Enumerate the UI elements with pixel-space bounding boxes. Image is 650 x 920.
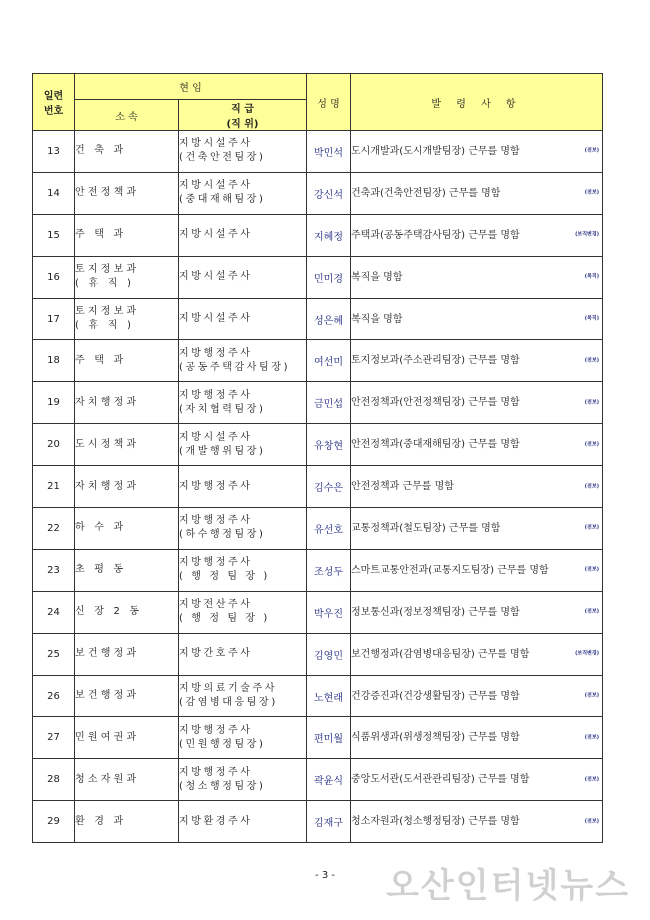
action-cell <box>351 298 603 340</box>
action-type-tag: (보직변경) <box>575 231 599 238</box>
action-type-tag: (복직) <box>584 273 599 280</box>
serial-number: 29 <box>33 801 75 843</box>
action-type-tag: (전보) <box>584 776 599 783</box>
action-text: 건축과(건축안전팀장) 근무를 명함 <box>351 187 501 199</box>
affiliation-cell <box>75 717 179 759</box>
rank-line: 지방행정주사 <box>179 515 253 527</box>
affiliation-cell <box>75 759 179 801</box>
affiliation-line: 토지정보과 <box>75 306 140 317</box>
rank-line: 지방행정주사 <box>179 724 253 736</box>
page-number: - 3 - <box>315 870 335 881</box>
rank-cell <box>179 424 307 466</box>
serial-number: 23 <box>33 549 75 591</box>
affiliation-cell <box>75 256 179 298</box>
action-type-tag: (전보) <box>584 147 599 154</box>
action-cell <box>351 340 603 382</box>
action-text: 중앙도서관(도서관관리팀장) 근무를 명함 <box>351 774 530 786</box>
rank-line: 지방행정주사 <box>179 389 253 401</box>
rank-line: (중대재해팀장) <box>179 194 266 206</box>
person-name: 유선호 <box>307 508 351 550</box>
affiliation-line: 환 경 과 <box>75 815 127 827</box>
rank-line: 지방의료기술주사 <box>179 683 278 695</box>
action-text: 토지정보과(주소관리팀장) 근무를 명함 <box>351 355 520 367</box>
affiliation-line: 보건행정과 <box>75 690 140 702</box>
rank-cell <box>179 591 307 633</box>
affiliation-line: 주 택 과 <box>75 354 127 366</box>
person-name: 곽윤식 <box>307 759 351 801</box>
table-row <box>33 466 603 508</box>
rank-line: 지방행정주사 <box>179 557 253 569</box>
rank-line: (자치협력팀장) <box>179 403 266 415</box>
table-row <box>33 508 603 550</box>
action-text: 주택과(공동주택감사팀장) 근무를 명함 <box>351 229 520 241</box>
affiliation-line: 보건행정과 <box>75 648 140 660</box>
action-type-tag: (전보) <box>584 608 599 615</box>
action-text: 건강증진과(건강생활팀장) 근무를 명함 <box>351 690 520 702</box>
action-cell <box>351 717 603 759</box>
affiliation-cell <box>75 214 179 256</box>
rank-line: ( 행 정 팀 장 ) <box>179 613 270 625</box>
rank-line: 지방시설주사 <box>179 431 253 443</box>
rank-cell <box>179 382 307 424</box>
person-name: 여선미 <box>307 340 351 382</box>
person-name: 조성두 <box>307 549 351 591</box>
serial-number: 19 <box>33 382 75 424</box>
person-name: 김영민 <box>307 633 351 675</box>
rank-line: (하수행정팀장) <box>179 529 266 541</box>
action-type-tag: (전보) <box>584 734 599 741</box>
affiliation-line: 하 수 과 <box>75 522 127 534</box>
rank-line: 지방행정주사 <box>179 480 253 492</box>
action-text: 스마트교통안전과(교통지도팀장) 근무를 명함 <box>351 564 549 576</box>
affiliation-line: 건 축 과 <box>75 145 127 157</box>
rank-line: 지방시설주사 <box>179 271 253 283</box>
affiliation-cell <box>75 675 179 717</box>
action-text: 도시개발과(도시개발팀장) 근무를 명함 <box>351 145 520 157</box>
affiliation-cell <box>75 801 179 843</box>
person-name: 금민섭 <box>307 382 351 424</box>
affiliation-line: 초 평 동 <box>75 564 127 576</box>
table-row <box>33 424 603 466</box>
action-text: 청소자원과(청소행정팀장) 근무를 명함 <box>351 816 520 828</box>
affiliation-cell <box>75 591 179 633</box>
rank-cell <box>179 549 307 591</box>
affiliation-cell <box>75 466 179 508</box>
rank-cell <box>179 508 307 550</box>
person-name: 유창현 <box>307 424 351 466</box>
affiliation-cell <box>75 298 179 340</box>
rank-line: 지방간호주사 <box>179 648 253 660</box>
action-cell <box>351 214 603 256</box>
action-cell <box>351 508 603 550</box>
person-name: 민미경 <box>307 256 351 298</box>
affiliation-line: 자치행정과 <box>75 480 140 492</box>
action-text: 안전정책과(안전정책팀장) 근무를 명함 <box>351 397 520 409</box>
table-row <box>33 633 603 675</box>
serial-number: 13 <box>33 131 75 173</box>
action-cell <box>351 759 603 801</box>
rank-cell <box>179 759 307 801</box>
table-row <box>33 717 603 759</box>
affiliation-line: 민원여권과 <box>75 731 140 743</box>
action-cell <box>351 633 603 675</box>
affiliation-line: 도시정책과 <box>75 438 140 450</box>
action-cell <box>351 675 603 717</box>
affiliation-line: 주 택 과 <box>75 229 127 241</box>
serial-number: 17 <box>33 298 75 340</box>
affiliation-cell <box>75 382 179 424</box>
person-name: 김수은 <box>307 466 351 508</box>
table-row <box>33 131 603 173</box>
affiliation-line: 자치행정과 <box>75 396 140 408</box>
affiliation-cell <box>75 172 179 214</box>
action-cell <box>351 801 603 843</box>
rank-cell <box>179 466 307 508</box>
serial-number: 26 <box>33 675 75 717</box>
person-name: 지혜정 <box>307 214 351 256</box>
header-current-post: 현 임 <box>75 74 307 100</box>
table-row <box>33 214 603 256</box>
table-row <box>33 298 603 340</box>
rank-line: 지방전산주사 <box>179 599 253 611</box>
serial-number: 18 <box>33 340 75 382</box>
action-type-tag: (보직변경) <box>575 650 599 657</box>
header-serial: 일련 번호 <box>33 74 75 131</box>
rank-line: (감염병대응팀장) <box>179 697 278 709</box>
person-name: 박민석 <box>307 131 351 173</box>
serial-number: 21 <box>33 466 75 508</box>
table-row <box>33 172 603 214</box>
action-text: 복직을 명함 <box>351 313 403 325</box>
action-type-tag: (전보) <box>584 818 599 825</box>
serial-number: 16 <box>33 256 75 298</box>
header-action: 발 령 사 항 <box>351 74 603 131</box>
serial-number: 24 <box>33 591 75 633</box>
rank-cell <box>179 298 307 340</box>
action-text: 정보통신과(정보정책팀장) 근무를 명함 <box>351 606 520 618</box>
serial-number: 14 <box>33 172 75 214</box>
table-row <box>33 549 603 591</box>
action-type-tag: (전보) <box>584 524 599 531</box>
action-cell <box>351 466 603 508</box>
action-text: 복직을 명함 <box>351 271 403 283</box>
table-row <box>33 256 603 298</box>
rank-line: ( 행 정 팀 장 ) <box>179 571 270 583</box>
rank-line: 지방시설주사 <box>179 229 253 241</box>
header-rank: 직 급 (직 위) <box>179 100 307 131</box>
table-row <box>33 801 603 843</box>
rank-cell <box>179 633 307 675</box>
person-name: 노현래 <box>307 675 351 717</box>
action-type-tag: (전보) <box>584 441 599 448</box>
affiliation-line: 신 장 2 동 <box>75 606 143 618</box>
rank-line: (건축안전팀장) <box>179 152 266 164</box>
affiliation-cell <box>75 424 179 466</box>
rank-cell <box>179 675 307 717</box>
rank-line: 지방시설주사 <box>179 313 253 324</box>
affiliation-line: 토지정보과 <box>75 264 140 276</box>
action-type-tag: (전보) <box>584 692 599 699</box>
action-cell <box>351 131 603 173</box>
action-type-tag: (복직) <box>584 315 599 322</box>
affiliation-cell <box>75 633 179 675</box>
person-name: 편미월 <box>307 717 351 759</box>
action-cell <box>351 549 603 591</box>
serial-number: 27 <box>33 717 75 759</box>
affiliation-cell <box>75 131 179 173</box>
action-type-tag: (전보) <box>584 399 599 406</box>
action-text: 안전정책과(중대재해팀장) 근무를 명함 <box>351 439 520 451</box>
affiliation-line: ( 휴 직 ) <box>75 278 135 290</box>
rank-cell <box>179 256 307 298</box>
rank-line: 지방시설주사 <box>179 180 253 192</box>
personnel-table <box>32 73 603 843</box>
table-row <box>33 382 603 424</box>
action-cell <box>351 591 603 633</box>
action-text: 식품위생과(위생정책팀장) 근무를 명함 <box>351 732 520 744</box>
table-row <box>33 340 603 382</box>
rank-line: 지방행정주사 <box>179 347 253 359</box>
header-affiliation: 소 속 <box>75 100 179 131</box>
affiliation-line: 안전정책과 <box>75 187 140 199</box>
rank-line: (청소행정팀장) <box>179 780 266 792</box>
header-name: 성 명 <box>307 74 351 131</box>
table-row <box>33 759 603 801</box>
affiliation-line: 청소자원과 <box>75 773 140 785</box>
action-text: 안전정책과 근무를 명함 <box>351 481 454 493</box>
table-row <box>33 591 603 633</box>
serial-number: 15 <box>33 214 75 256</box>
action-cell <box>351 382 603 424</box>
serial-number: 25 <box>33 633 75 675</box>
rank-line: 지방행정주사 <box>179 766 253 778</box>
rank-line: (공동주택감사팀장) <box>179 361 291 373</box>
serial-number: 22 <box>33 508 75 550</box>
rank-line: 지방환경주사 <box>179 815 253 827</box>
affiliation-cell <box>75 340 179 382</box>
action-cell <box>351 172 603 214</box>
rank-cell <box>179 214 307 256</box>
affiliation-cell <box>75 508 179 550</box>
rank-cell <box>179 172 307 214</box>
action-text: 보건행정과(감염병대응팀장) 근무를 명함 <box>351 648 530 660</box>
rank-cell <box>179 340 307 382</box>
serial-number: 20 <box>33 424 75 466</box>
affiliation-cell <box>75 549 179 591</box>
action-cell <box>351 424 603 466</box>
rank-line: (민원행정팀장) <box>179 738 266 750</box>
person-name: 성은혜 <box>307 298 351 340</box>
rank-cell <box>179 801 307 843</box>
rank-line: 지방시설주사 <box>179 138 253 150</box>
action-type-tag: (전보) <box>584 189 599 196</box>
action-text: 교통정책과(철도팀장) 근무를 명함 <box>351 522 501 534</box>
table-row <box>33 675 603 717</box>
person-name: 강신석 <box>307 172 351 214</box>
affiliation-line: ( 휴 직 ) <box>75 320 135 331</box>
action-cell <box>351 256 603 298</box>
watermark: 오산인터넷뉴스 <box>386 866 630 906</box>
rank-cell <box>179 131 307 173</box>
serial-number: 28 <box>33 759 75 801</box>
rank-cell <box>179 717 307 759</box>
rank-line: (개발행위팀장) <box>179 445 266 457</box>
action-type-tag: (전보) <box>584 566 599 573</box>
action-type-tag: (전보) <box>584 357 599 364</box>
person-name: 김재구 <box>307 801 351 843</box>
action-type-tag: (전보) <box>584 483 599 490</box>
person-name: 박우진 <box>307 591 351 633</box>
